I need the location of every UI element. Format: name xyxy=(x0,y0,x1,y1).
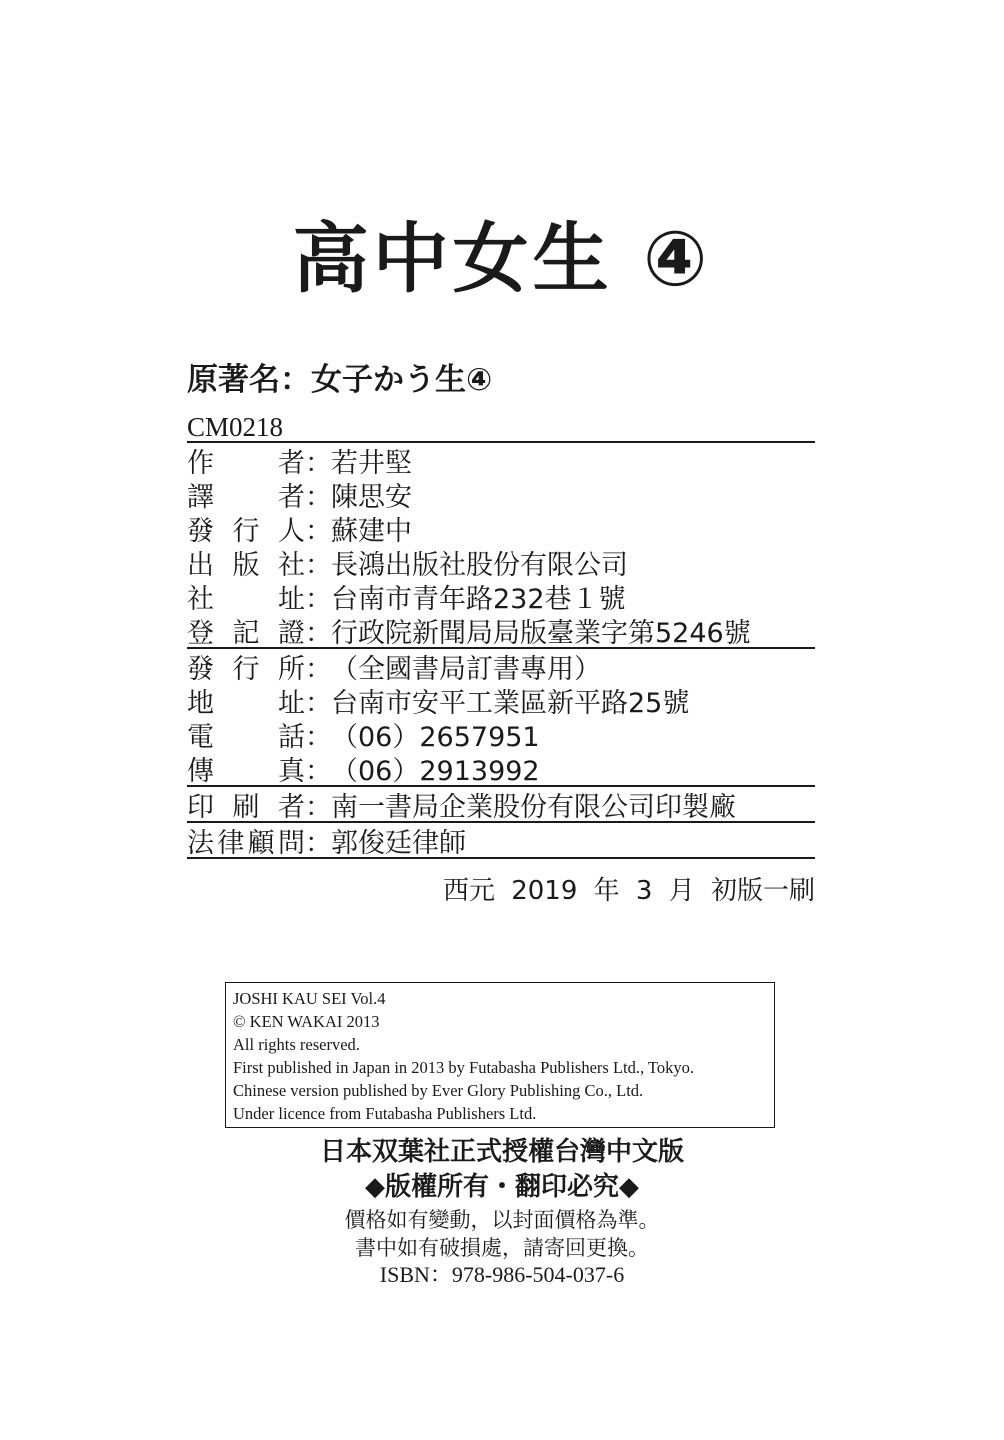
colon: ： xyxy=(305,791,332,821)
copyright-line: Under licence from Futabasha Publishers Ltd. xyxy=(233,1104,537,1123)
credit-value: 若井堅 xyxy=(331,447,412,477)
divider xyxy=(187,857,815,859)
credit-label: 社址 xyxy=(187,583,305,613)
credits-table xyxy=(187,441,815,859)
credit-value: 郭俊廷律師 xyxy=(331,827,466,857)
credit-row-author xyxy=(187,443,815,477)
defect-notice: 書中如有破損處，請寄回更換。 xyxy=(355,1236,649,1260)
copyright-box xyxy=(225,982,775,1128)
colon: ： xyxy=(305,653,332,683)
credit-label: 印刷者 xyxy=(187,791,305,821)
colon: ： xyxy=(305,549,332,579)
credit-row-phone xyxy=(187,717,815,751)
credit-row-fax xyxy=(187,751,815,785)
copyright-line: First published in Japan in 2013 by Futabasha Publishers Ltd., Tokyo. xyxy=(233,1058,694,1077)
credit-row-address xyxy=(187,683,815,717)
copyright-line: © KEN WAKAI 2013 xyxy=(233,1012,380,1031)
edition-date: 西元 2019 年 3 月 初版一刷 xyxy=(442,876,815,906)
credit-row-registration xyxy=(187,613,815,647)
price-notice: 價格如有變動，以封面價格為準。 xyxy=(344,1208,660,1232)
credit-label: 法律顧問 xyxy=(187,827,305,857)
colon: ： xyxy=(305,721,332,751)
credit-row-printer xyxy=(187,787,815,821)
credit-row-press xyxy=(187,545,815,579)
book-title: 高中女生 ④ xyxy=(292,214,712,303)
colon: ： xyxy=(305,515,332,545)
product-code: CM0218 xyxy=(187,412,284,442)
credit-row-publisher xyxy=(187,511,815,545)
rights-notice: ◆版權所有・翻印必究◆ xyxy=(365,1172,639,1202)
credit-value: （06）2913992 xyxy=(331,755,540,785)
credit-label: 出版社 xyxy=(187,549,305,579)
original-title: 原著名：女子かう生④ xyxy=(187,362,493,398)
credit-row-translator xyxy=(187,477,815,511)
credit-label: 發行所 xyxy=(187,653,305,683)
credit-row-press-address xyxy=(187,579,815,613)
credit-label: 傳真 xyxy=(187,755,305,785)
colon: ： xyxy=(305,481,332,511)
credit-value: （全國書局訂書專用） xyxy=(331,653,601,683)
copyright-line: JOSHI KAU SEI Vol.4 xyxy=(233,989,386,1008)
credit-label: 地址 xyxy=(187,687,305,717)
credit-value: （06）2657951 xyxy=(331,721,540,751)
credit-label: 登記證 xyxy=(187,617,305,647)
authorization-notice: 日本双葉社正式授權台灣中文版 xyxy=(319,1137,684,1167)
copyright-line: All rights reserved. xyxy=(233,1035,360,1054)
colon: ： xyxy=(305,755,332,785)
credit-value: 台南市青年路232巷１號 xyxy=(331,583,626,613)
credit-value: 陳思安 xyxy=(331,481,412,511)
colon: ： xyxy=(305,583,332,613)
colon: ： xyxy=(305,617,332,647)
credit-label: 作者 xyxy=(187,447,305,477)
credit-label: 電話 xyxy=(187,721,305,751)
credit-row-distributor xyxy=(187,649,815,683)
credit-value: 行政院新聞局局版臺業字第5246號 xyxy=(331,617,751,647)
colon: ： xyxy=(305,687,332,717)
credit-label: 發行人 xyxy=(187,515,305,545)
credit-value: 南一書局企業股份有限公司印製廠 xyxy=(331,791,736,821)
credit-value: 台南市安平工業區新平路25號 xyxy=(331,687,690,717)
credit-label: 譯者 xyxy=(187,481,305,511)
credit-row-legal xyxy=(187,823,815,857)
copyright-line: Chinese version published by Ever Glory Publishing Co., Ltd. xyxy=(233,1081,644,1100)
colon: ： xyxy=(305,827,332,857)
credit-value: 長鴻出版社股份有限公司 xyxy=(331,549,628,579)
isbn: ISBN：978-986-504-037-6 xyxy=(379,1262,625,1287)
credit-value: 蘇建中 xyxy=(331,515,412,545)
colon: ： xyxy=(305,447,332,477)
